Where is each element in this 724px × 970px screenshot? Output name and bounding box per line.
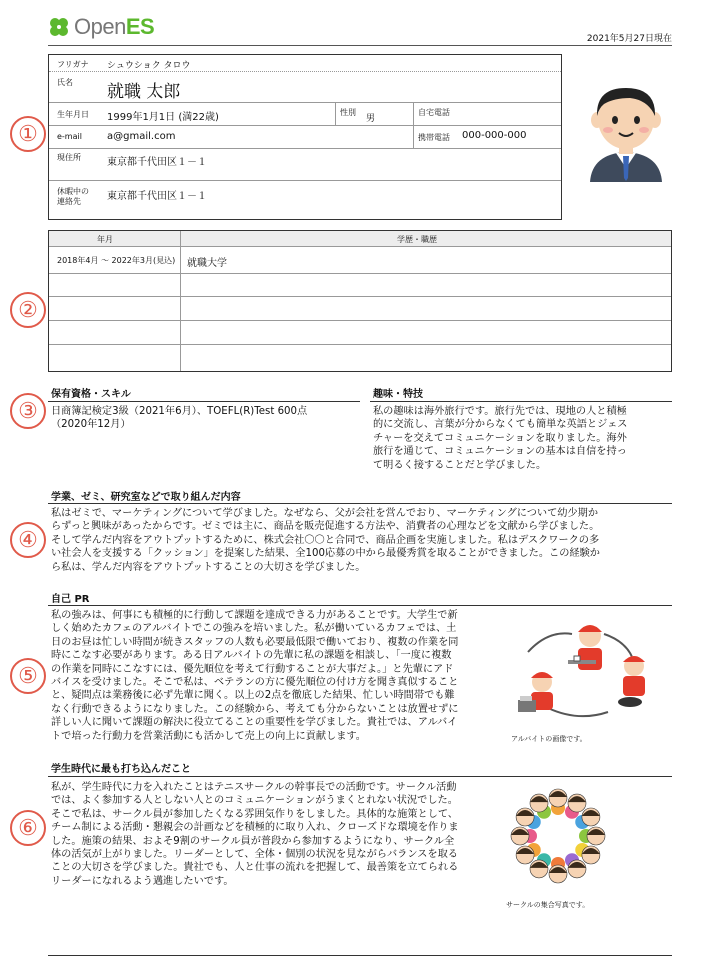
study-title: 学業、ゼミ、研究室などで取り組んだ内容	[51, 492, 241, 503]
furigana-value: シュウショク タロウ	[107, 61, 191, 71]
birth-value: 1999年1月1日 (満22歳)	[107, 112, 219, 123]
part-time-job-caption: アルバイトの画像です。	[511, 735, 587, 743]
section-marker-6: ⑥	[10, 810, 46, 846]
qualifications-title: 保有資格・スキル	[51, 389, 131, 400]
openes-logo	[48, 14, 154, 40]
self-pr-title: 自己 PR	[51, 594, 90, 605]
person-illustration-icon	[584, 82, 668, 182]
vacation-address-value: 東京都千代田区１－１	[107, 191, 207, 202]
study-text: 私はゼミで、マーケティングについて学びました。なぜなら、父が会社を営んでおり、マーケティングについて幼少期か らずっと興味があったからです。ゼミでは主に、商品を販売促進する方法や、消費者の心理などを文献から学びました。 そして学んだ内容をアウトプットするために、株式会社〇〇と合同で、商品企画を実施しました。私はデスクワークの多 い社会人を支援する「クッション」を提案した結果、全100応募の中から最優秀賞を取ることができました。この経験か ら私は、学んだ内容をアウトプットすることの大切さを学びました。	[51, 508, 600, 573]
section-marker-4: ④	[10, 522, 46, 558]
gender-label: 性別	[340, 108, 356, 117]
name-label: 氏名	[57, 78, 73, 87]
section-marker-5: ⑤	[10, 658, 46, 694]
section-marker-1: ①	[10, 116, 46, 152]
edu-col-history: 学歴・職歴	[397, 235, 437, 244]
address-label: 現住所	[57, 153, 81, 162]
mobile-value: 000-000-000	[462, 130, 527, 141]
email-value: a@gmail.com	[107, 131, 176, 142]
birth-label: 生年月日	[57, 110, 89, 119]
self-pr-text: 私の強みは、何事にも積極的に行動して課題を達成できる力があることです。大学生で新 しく始めたカフェのアルバイトでこの強みを培いました。私が働いているカフェでは、土 日のお昼は忙しい時間が続きスタッフの人数も必要最低限で働いており、複数の作業を同 時にこなす必要があります。ある日アルバイトの先輩に私の課題を相談し、「一度に複数 の作業を同時にこなすには、優先順位を考えて行動することが大事だよ。」と先輩にアド バイスを受けました。そこで私は、ベテランの方に優先順位の付け方を聞き真似すること と、疑問点は業務後に必ず先輩に聞く。以上の2点を徹底した結果、忙しい時間帯でも難 なく行動できるようになりました。この経験から、考えても分からないことは放置せずに 詳しい人に聞いて課題の解決に役立てることの重要性を学びました。貴社では、アルバイ トで培った行動力を営業活動にも活かして売上の向上に貢献します。	[51, 610, 459, 742]
logo-text: OpenES	[74, 14, 155, 39]
furigana-label: フリガナ	[57, 60, 89, 69]
education-table	[48, 230, 672, 372]
circle-group-photo	[506, 780, 610, 910]
address-value: 東京都千代田区１－１	[107, 157, 207, 168]
group-circle-illustration-icon	[506, 780, 610, 900]
student-life-text: 私が、学生時代に力を入れたことはテニスサークルの幹事長での活動です。サークル活動 では、よく参加する人としない人とのコミュニケーションがうまくとれない状況でした。 そこで私は、サークル員が参加したくなる雰囲気作りをしました。具体的な施策として、 チーム制による活動・懇親会の計画などを積極的に取り入れ、クローズドな環境を作りま した。施策の結果、およそ9割のサークル員が普段から参加するようになり、サークル全 体の活気が上がりました。リーダーとして、全体・個別の状況を見ながらバランスを取る ことの大切さを学びました。貴社でも、人と仕事の流れを把握して、最善策を立てられる リーダーになれるよう邁進したいです。	[51, 782, 459, 887]
vacation-label-line2: 連絡先	[57, 197, 81, 206]
edu-row-date: 2018年4月 ～ 2022年3月(見込)	[57, 256, 176, 265]
section-marker-2: ②	[10, 292, 46, 328]
profile-photo	[584, 82, 668, 182]
student-life-title: 学生時代に最も打ち込んだこと	[51, 764, 191, 775]
hobbies-title: 趣味・特技	[373, 389, 423, 400]
home-phone-label: 自宅電話	[418, 108, 450, 117]
edu-row-history: 就職大学	[187, 258, 227, 269]
gender-value: 男	[366, 114, 376, 124]
cafe-staff-illustration-icon	[508, 612, 658, 730]
qualifications-text: 日商簿記検定3級（2021年6月）、TOEFL(R)Test 600点 （2020年12月）	[51, 406, 308, 431]
edu-col-date: 年月	[97, 235, 113, 244]
email-label: e-mail	[57, 132, 82, 141]
footer-divider	[48, 955, 672, 956]
vacation-label-line1: 休暇中の	[57, 187, 89, 196]
part-time-job-image	[508, 612, 658, 744]
clover-icon	[48, 16, 70, 38]
mobile-label: 携帯電話	[418, 133, 450, 142]
document-date: 2021年5月27日現在	[586, 34, 672, 44]
name-value: 就職 太郎	[107, 82, 181, 102]
hobbies-text: 私の趣味は海外旅行です。旅行先では、現地の人と積極 的に交流し、言葉が分からなくても簡単な英語とジェス チャーを交えてコミュニケーションを取りました。海外 旅行を通じて、コミュニケーションの基本は自信を持っ て明るく接することだと学びました。	[373, 406, 628, 471]
section-marker-3: ③	[10, 393, 46, 429]
circle-photo-caption: サークルの集合写真です。	[506, 901, 590, 909]
header-divider	[48, 45, 672, 46]
profile-table	[48, 54, 562, 220]
